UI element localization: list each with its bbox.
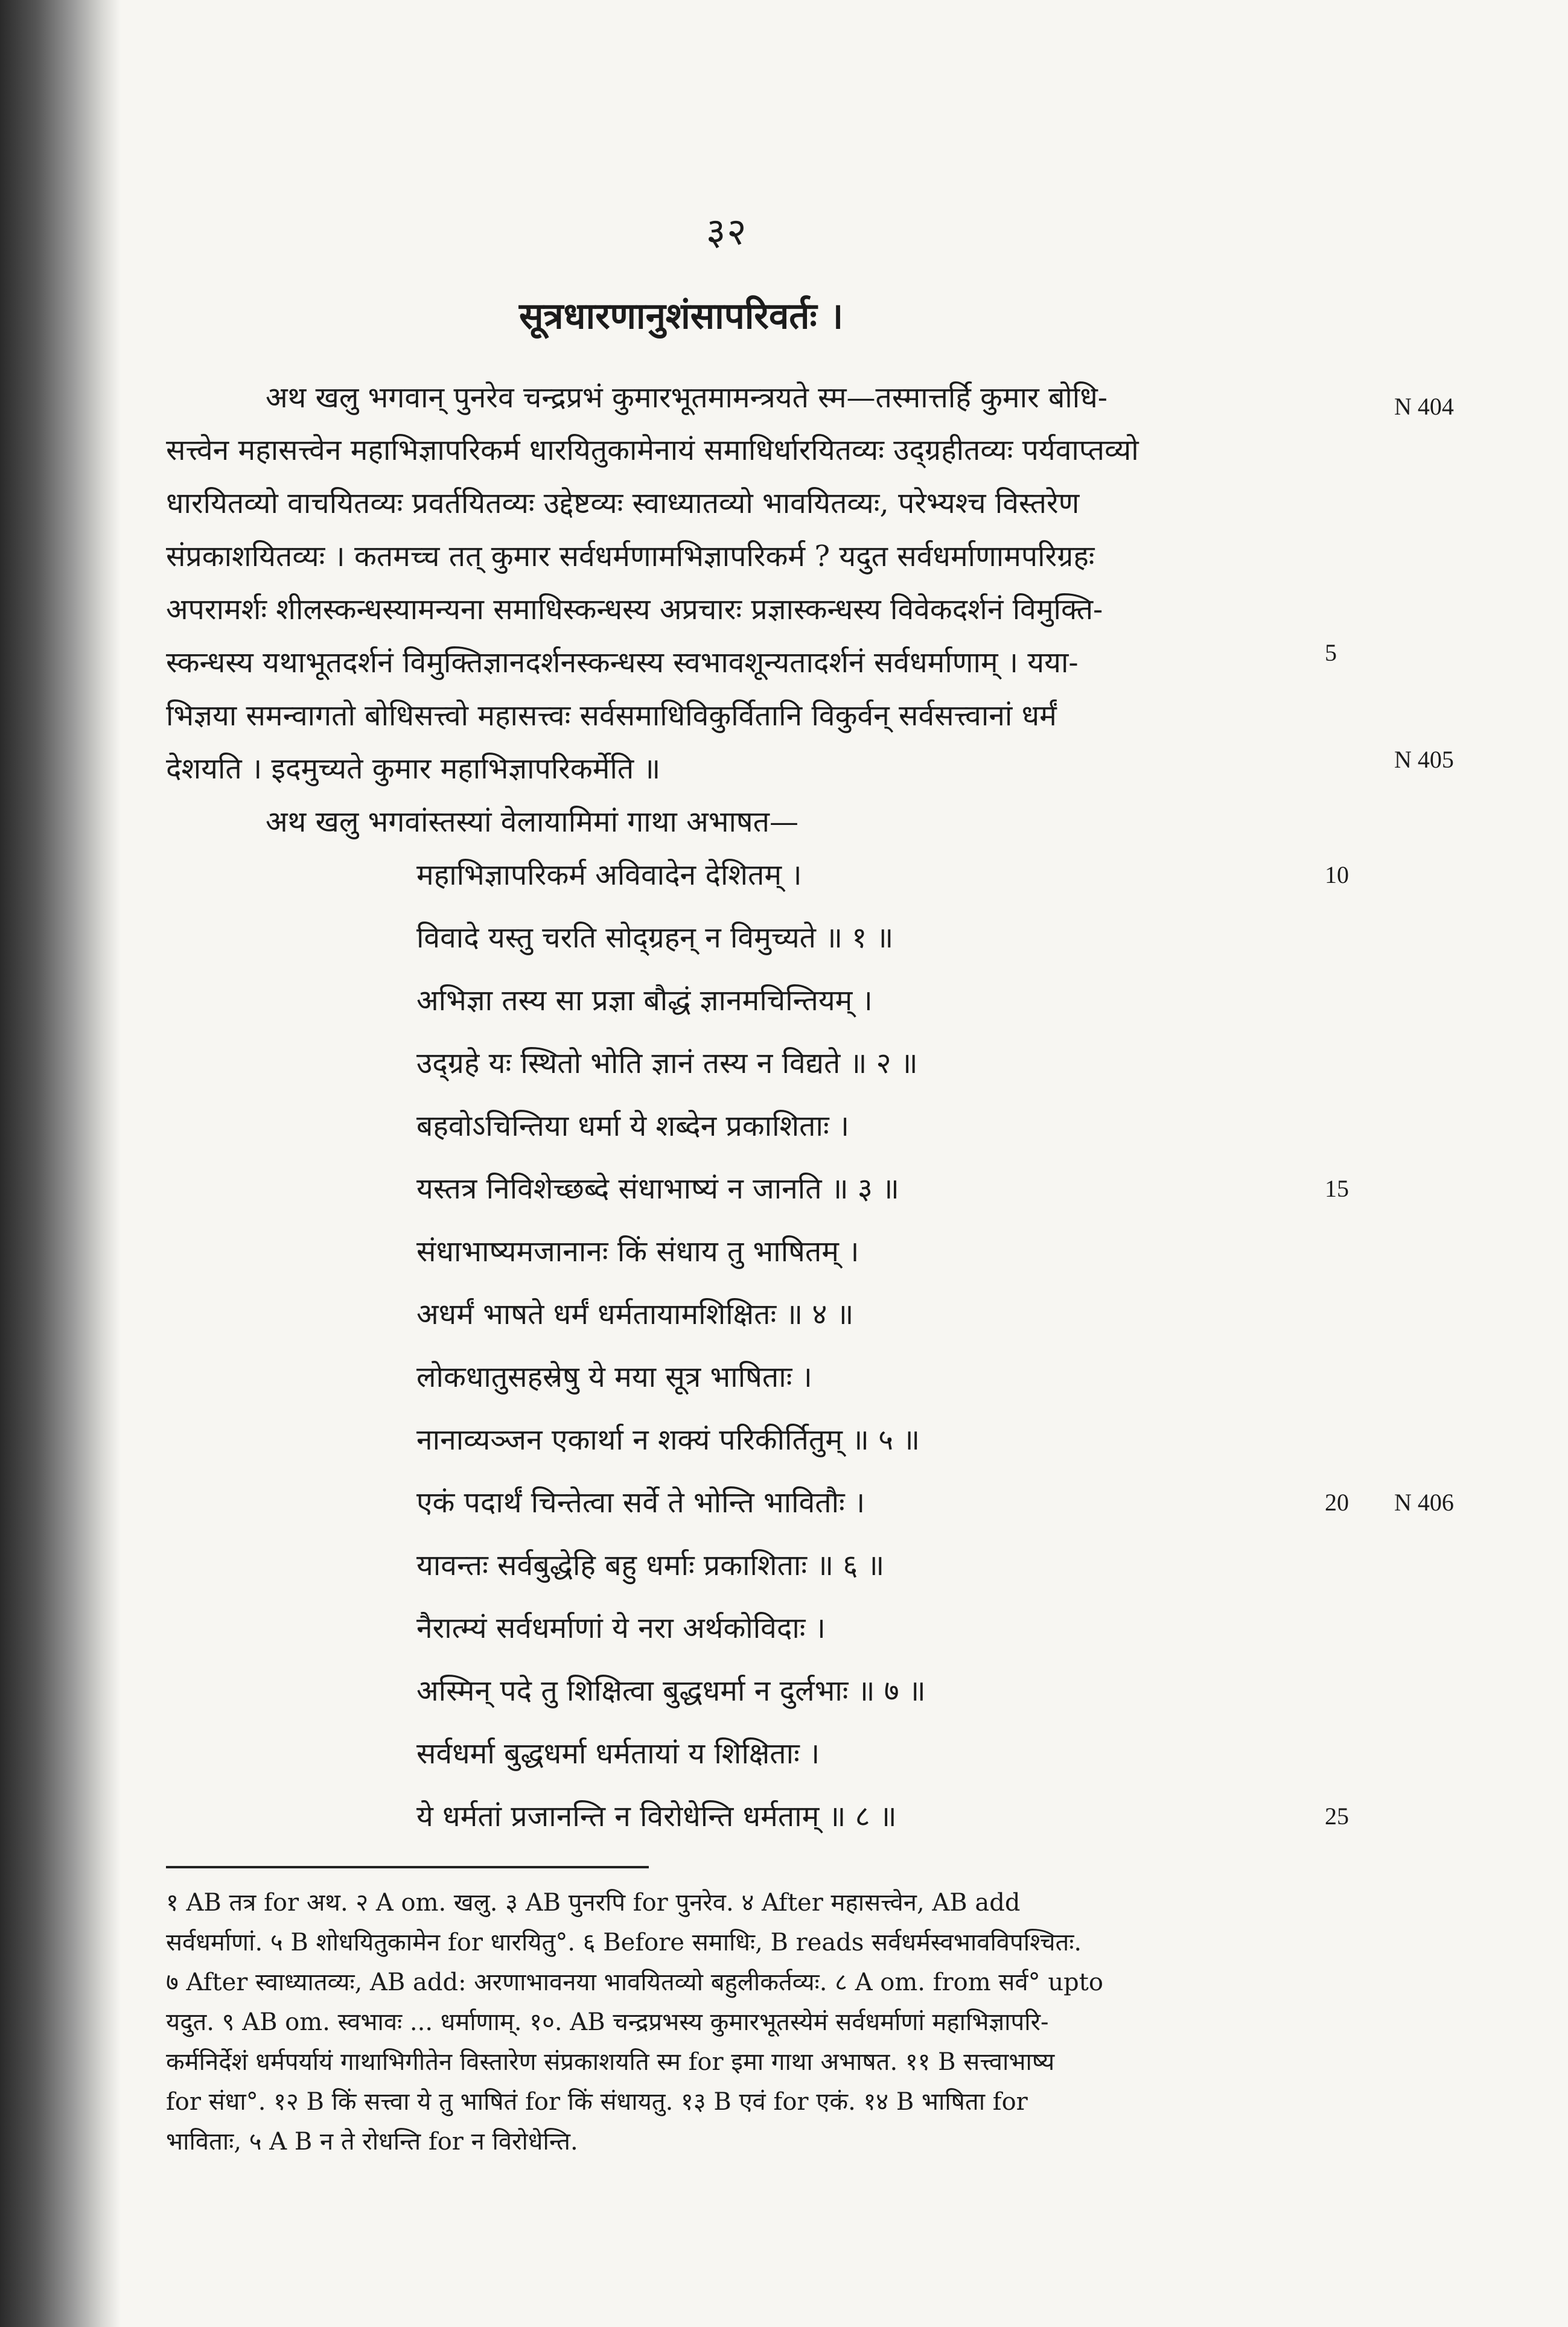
verse-line: उद्ग्रहे यः स्थितो भोति ज्ञानं तस्य न विद्यते ॥ २ ॥ [416,1046,918,1080]
page-number: ३२ [706,209,748,253]
footnote-divider [166,1866,649,1868]
verse-line: विवादे यस्तु चरति सोद्ग्रहन् न विमुच्यते ॥ १ ॥ [416,921,894,955]
verse-line: संधाभाष्यमजानानः किं संधाय तु भाषितम् । [416,1235,859,1269]
verse-line: लोकधातुसहस्रेषु ये मया सूत्र भाषिताः । [416,1360,812,1394]
verse-line: अस्मिन् पदे तु शिक्षित्वा बुद्धधर्मा न दुर्लभाः ॥ ७ ॥ [416,1674,926,1708]
verse-line: ये धर्मतां प्रजानन्ति न विरोधेन्ति धर्मताम् ॥ ८ ॥ [416,1800,897,1833]
verse-line: यस्तत्र निविशेच्छब्दे संधाभाष्यं न जानति ॥ ३ ॥ [416,1172,899,1206]
prose-line: भिज्ञया समन्वागतो बोधिसत्त्वो महासत्त्वः सर्वसमाधिविकुर्वितानि विकुर्वन् सर्वसत्त्वानां धर्मं [166,699,1057,733]
prose-line: सत्त्वेन महासत्त्वेन महाभिज्ञापरिकर्म धारयितुकामेनायं समाधिर्धारयितव्यः उद्ग्रहीतव्यः पर्यवाप्तव्यो [166,433,1139,467]
line-number: 5 [1325,639,1337,666]
chapter-title: सूत्रधारणानुशंसापरिवर्तः । [519,295,844,337]
margin-reference: N 404 [1394,393,1454,420]
footnote-line: भाविताः, ५ A B न ते रोधन्ति for न विरोधेन्ति. [166,2128,578,2156]
verse-line: अधर्मं भाषते धर्मं धर्मतायामशिक्षितः ॥ ४ ॥ [416,1297,854,1331]
verse-line: बहवोऽचिन्तिया धर्मा ये शब्देन प्रकाशिताः । [416,1109,850,1143]
verse-line: यावन्तः सर्वबुद्धेहि बहु धर्माः प्रकाशिताः ॥ ६ ॥ [416,1549,885,1582]
prose-line: धारयितव्यो वाचयितव्यः प्रवर्तयितव्यः उद्देष्टव्यः स्वाध्यातव्यो भावयितव्यः, परेभ्यश्च विस्तरेण [166,486,1080,520]
line-number: 20 [1325,1489,1349,1516]
footnote-line: १ AB तत्र for अथ. २ A om. खलु. ३ AB पुनरपि for पुनरेव. ४ After महासत्त्वेन, AB add [166,1889,1021,1917]
footnote-line: ७ After स्वाध्यातव्यः, AB add: अरणाभावनया भावयितव्यो बहुलीकर्तव्यः. ८ A om. from सर्व° upto [166,1969,1103,1996]
verse-line: नानाव्यञ्जन एकार्था न शक्यं परिकीर्तितुम् ॥ ५ ॥ [416,1423,920,1457]
line-number: 10 [1325,861,1349,888]
verse-line: एकं पदार्थं चिन्तेत्वा सर्वे ते भोन्ति भावितौः । [416,1486,865,1520]
line-number: 15 [1325,1175,1349,1202]
prose-line: संप्रकाशयितव्यः । कतमच्च तत् कुमार सर्वधर्मणामभिज्ञापरिकर्म ? यदुत सर्वधर्माणामपरिग्रहः [166,540,1095,573]
prose-line: स्कन्धस्य यथाभूतदर्शनं विमुक्तिज्ञानदर्शनस्कन्धस्य स्वभावशून्यतादर्शनं सर्वधर्माणाम् । यया- [166,646,1079,680]
prose-line: अथ खलु भगवान् पुनरेव चन्द्रप्रभं कुमारभूतमामन्त्रयते स्म—तस्मात्तर्हि कुमार बोधि- [266,381,1107,415]
prose-line: अथ खलु भगवांस्तस्यां वेलायामिमां गाथा अभाषत— [266,805,799,839]
footnote-line: सर्वधर्माणां. ५ B शोधयितुकामेन for धारयितु°. ६ Before समाधिः, B reads सर्वधर्मस्वभावविपश्चितः. [166,1929,1082,1956]
footnote-line: यदुत. ९ AB om. स्वभावः ... धर्माणाम्. १०. AB चन्द्रप्रभस्य कुमारभूतस्येमं सर्वधर्माणां महाभिज्ञापरि- [166,2008,1049,2036]
book-binding-shadow [0,0,121,2327]
line-number: 25 [1325,1803,1349,1830]
footnote-line: कर्मनिर्देशं धर्मपर्यायं गाथाभिगीतेन विस्तारेण संप्रकाशयति स्म for इमा गाथा अभाषत. ११ B सत्त्वाभाष्य [166,2048,1055,2076]
footnotes [166,1883,1325,2162]
prose-line: देशयति । इदमुच्यते कुमार महाभिज्ञापरिकर्मेति ॥ [166,752,661,786]
margin-reference: N 406 [1394,1489,1454,1516]
margin-reference: N 405 [1394,746,1454,773]
verse-line: महाभिज्ञापरिकर्म अविवादेन देशितम् । [416,858,802,892]
verse-line: सर्वधर्मा बुद्धधर्मा धर्मतायां य शिक्षिताः । [416,1737,820,1771]
footnote-line: for संधा°. १२ B किं सत्त्वा ये तु भाषितं for किं संधायतु. १३ B एवं for एकं. १४ B भाषिता for [166,2088,1028,2116]
verse-line: नैरात्म्यं सर्वधर्माणां ये नरा अर्थकोविदाः । [416,1611,826,1645]
verse-line: अभिज्ञा तस्य सा प्रज्ञा बौद्धं ज्ञानमचिन्तियम् । [416,984,873,1017]
prose-line: अपरामर्शः शीलस्कन्धस्यामन्यना समाधिस्कन्धस्य अप्रचारः प्रज्ञास्कन्धस्य विवेकदर्शनं विमुक्ति- [166,593,1103,626]
